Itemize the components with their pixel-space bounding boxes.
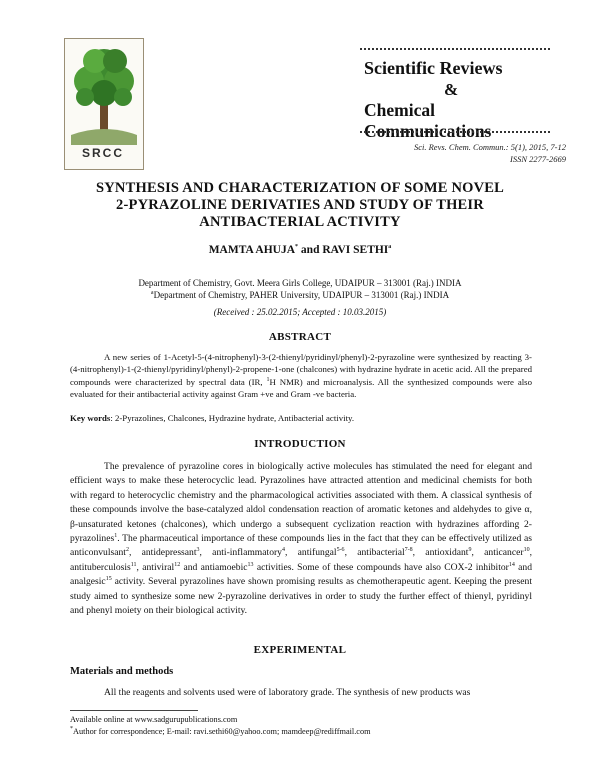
journal-name-ampersand: & [444, 80, 459, 99]
materials-methods-heading: Materials and methods [70, 666, 174, 677]
affiliation-2: Department of Chemistry, PAHER University, UDAIPUR – 313001 (Raj.) INDIA [153, 290, 450, 300]
tree-icon [65, 39, 143, 147]
footnote-correspondence-row [70, 726, 532, 738]
journal-logo [64, 38, 142, 176]
author-conjunction: and [298, 244, 323, 256]
author-2: RAVI SETHI [322, 244, 389, 256]
keywords-text: : 2-Pyrazolines, Chalcones, Hydrazine hydrate, Antibacterial activity. [110, 413, 355, 423]
affiliation-2-row [60, 289, 540, 301]
keywords [70, 413, 532, 423]
paper-title-line2: 2-PYRAZOLINE DERIVATIES AND STUDY OF THEIR [116, 197, 484, 213]
experimental-body [70, 686, 532, 700]
abstract-body [70, 351, 532, 401]
journal-citation: Sci. Revs. Chem. Commun.: 5(1), 2015, 7-12 [413, 142, 566, 152]
paper-title-line1: SYNTHESIS AND CHARACTERIZATION OF SOME NOVEL [95, 180, 505, 196]
paper-title-line3: ANTIBACTERIAL ACTIVITY [199, 214, 401, 230]
masthead-rule-bottom [360, 131, 550, 133]
author-2-mark: a [388, 244, 392, 251]
footnote-corr-mark: * [70, 726, 73, 733]
journal-issn: ISSN 2277-2669 [510, 154, 566, 164]
citation-ref: 9 [468, 547, 472, 554]
received-dates: (Received : 25.02.2015; Accepted : 10.03.2015) [213, 307, 387, 317]
citation-ref: 3 [196, 547, 200, 554]
introduction-body [70, 460, 532, 618]
citation-ref: 14 [508, 561, 515, 568]
masthead-rule-top [360, 48, 550, 50]
introduction-paragraph: The prevalence of pyrazoline cores in biologically active molecules has stimulated the need for elegant and efficient ways to make these heterocyclic lead. Pyrazolines have attracted attention and medicinal chemists for both with regard to heterocyclic chemistry and the pharmacological activities associated with them. A classical synthesis of these compounds involve the base-catalyzed aldol condensation reaction of aromatic ketones and aldehydes to give α, β-unsaturated ketones (chalcones), which undergo a subsequent cyclization reaction with hydrazines affording 2-pyrazolines$^1$. The pharmaceutical importance of these compounds lies in the fact that they can be effectively utilized as anticonvulsant$^2$, antidepressant$^3$, anti-inflammatory$^4$, antifungal$^{5-6}$, antibacterial$^{7-8}$, antioxidant$^9$, anticancer$^{10}$, antituberculosis$^{11}$, antiviral$^{12}$ and antiamoebic$^{13}$ activities. Some of these compounds have also COX-2 inhibitor$^{14}$ and analgesic$^{15}$ activity. Several pyrazolines have shown promising results as chemotherapeutic agent. Keeping the present study aimed to synthesize some new 2-pyrazoline derivatives in order to study the further effect of thienyl, pyridinyl and phenyl moiety on their biological activity. [70, 461, 533, 617]
affiliation-2-mark: a [150, 290, 154, 296]
abstract-heading: ABSTRACT [268, 331, 332, 343]
journal-name [364, 58, 564, 142]
footnotes [70, 714, 532, 738]
citation-ref: 15 [105, 576, 112, 583]
affiliations [60, 277, 540, 301]
abstract-text-a: A new series of 1-Acetyl-5-(4-nitrophenyl)-3-(2-thienyl/pyridinyl/phenyl)-2-pyrazoline were synthesized by reacting 3-(4-nitrophenyl)-1-(2-thienyl/pyridinyl/phenyl)-2-propene-1-one (chalcones) with hydrazine hydrate in acetic acid. All the prepared compounds were characterized by spectral data (IR, [70, 352, 532, 387]
author-line [60, 244, 540, 256]
citation-ref: 10 [523, 547, 530, 554]
citation-ref: 4 [281, 547, 285, 554]
citation-ref: 5-6 [336, 547, 345, 554]
paper-title [60, 180, 540, 231]
abstract-sup: 1 [266, 376, 270, 383]
logo-letters: SRCC [81, 146, 124, 160]
experimental-heading: EXPERIMENTAL [253, 644, 347, 656]
journal-name-line3: Chemical Communications [364, 100, 492, 141]
affiliation-1: Department of Chemistry, Govt. Meera Girls College, UDAIPUR – 313001 (Raj.) INDIA [138, 278, 462, 288]
footnote-online: Available online at www.sadgurupublications.com [70, 715, 238, 724]
citation-ref: 13 [247, 561, 254, 568]
citation-ref: 12 [174, 561, 181, 568]
citation-ref: 11 [130, 561, 137, 568]
citation-ref: 1 [114, 532, 118, 539]
journal-citation-block [370, 141, 566, 165]
author-1: MAMTA AHUJA [208, 244, 296, 256]
citation-ref: 7-8 [404, 547, 413, 554]
introduction-heading: INTRODUCTION [254, 438, 346, 450]
experimental-paragraph: All the reagents and solvents used were of laboratory grade. The synthesis of new products was [104, 687, 471, 698]
author-1-mark: * [295, 244, 299, 251]
journal-name-line1: Scientific Reviews [364, 58, 503, 78]
abstract-text-b: H NMR) and microanalysis. All the synthesized compounds were also evaluated for their antibacterial activity against Gram +ve and Gram -ve bacteria. [70, 376, 533, 400]
citation-ref: 2 [125, 547, 129, 554]
abstract-paragraph [70, 351, 532, 401]
keywords-label: Key words [70, 413, 111, 423]
footnote-rule [70, 710, 198, 711]
footnote-correspondence: Author for correspondence; E-mail: ravi.sethi60@yahoo.com; mamdeep@rediffmail.com [73, 727, 371, 736]
